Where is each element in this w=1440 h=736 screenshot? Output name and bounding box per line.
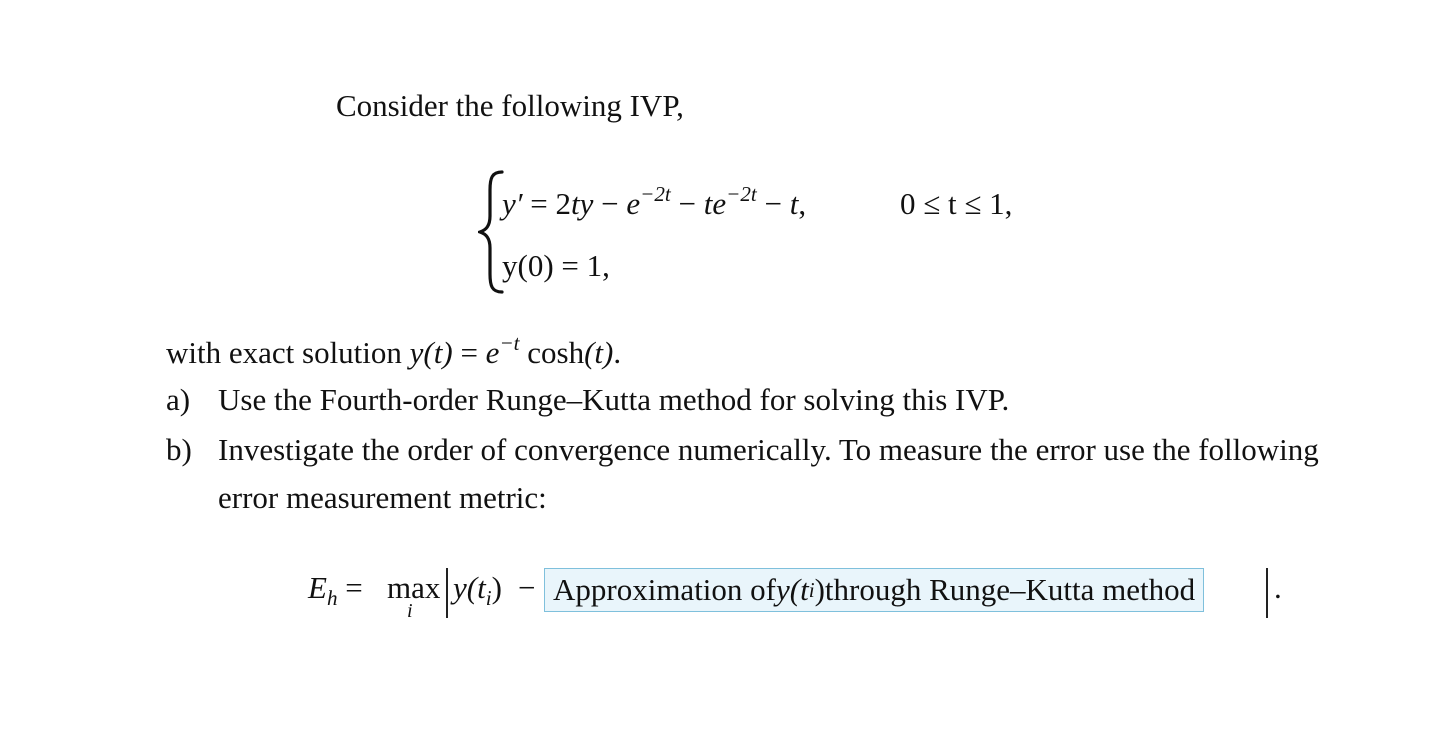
abs-bar-right	[1266, 568, 1268, 618]
eq1-t: t	[789, 186, 799, 221]
metric-minus: −	[518, 570, 536, 605]
approximation-highlight-box: Approximation of y(t i ) through Runge–Kutta method	[544, 568, 1204, 612]
exact-y: y	[409, 335, 424, 370]
metric-y-close: )	[491, 570, 502, 605]
approx-suffix: through Runge–Kutta method	[824, 572, 1196, 607]
metric-lhs	[308, 570, 363, 611]
exact-end: .	[613, 335, 622, 370]
exact-solution-line	[166, 330, 622, 370]
intro-text: Consider the following IVP,	[336, 88, 684, 123]
metric-exact-term	[453, 570, 502, 611]
metric-E: E	[308, 570, 327, 605]
exact-exponent: −t	[499, 330, 520, 355]
eq1-e: e	[626, 186, 641, 221]
exact-arg: (t)	[423, 335, 453, 370]
eq1-e: e	[712, 186, 727, 221]
metric-max-index: i	[407, 600, 413, 622]
metric-max: max	[387, 570, 441, 605]
metric-end: .	[1274, 570, 1282, 605]
list-item-a-text: Use the Fourth-order Runge–Kutta method for solving this IVP.	[218, 382, 1010, 417]
approx-y: y(t	[776, 572, 809, 607]
initial-condition: y(0) = 1,	[502, 248, 610, 283]
eq1-exponent: −2t	[726, 181, 757, 206]
metric-y-ti: y(t	[453, 570, 486, 605]
exact-cosh-arg: (t)	[584, 335, 614, 370]
abs-bar-left	[446, 568, 448, 618]
exact-eq: =	[452, 335, 486, 370]
exact-e: e	[485, 335, 500, 370]
eq1-exponent: −2t	[640, 181, 671, 206]
approx-prefix: Approximation of	[553, 572, 776, 607]
list-marker-b: b)	[166, 432, 192, 467]
metric-h: h	[326, 586, 338, 611]
eq1-lhs: y′	[502, 186, 523, 221]
eq1-y: y	[579, 186, 594, 221]
approx-close: )	[814, 572, 825, 607]
eq1-comma: ,	[798, 186, 807, 221]
eq1-minus: −	[670, 186, 704, 221]
metric-eq: =	[337, 570, 363, 605]
eq1-minus: −	[756, 186, 790, 221]
list-item-b-text: Investigate the order of convergence numerically. To measure the error use the following	[218, 432, 1319, 467]
domain-condition: 0 ≤ t ≤ 1,	[900, 186, 1013, 221]
eq1-t: t	[703, 186, 713, 221]
eq1-eq: = 2	[530, 186, 572, 221]
metric-y-sub: i	[485, 586, 492, 611]
exact-cosh: cosh	[519, 335, 585, 370]
list-marker-a: a)	[166, 382, 191, 417]
list-item-b-text-continued: error measurement metric:	[218, 480, 547, 515]
ode-equation	[502, 181, 807, 221]
eq1-t: t	[571, 186, 580, 221]
exact-prefix: with exact solution	[166, 335, 410, 370]
eq1-minus: −	[593, 186, 627, 221]
